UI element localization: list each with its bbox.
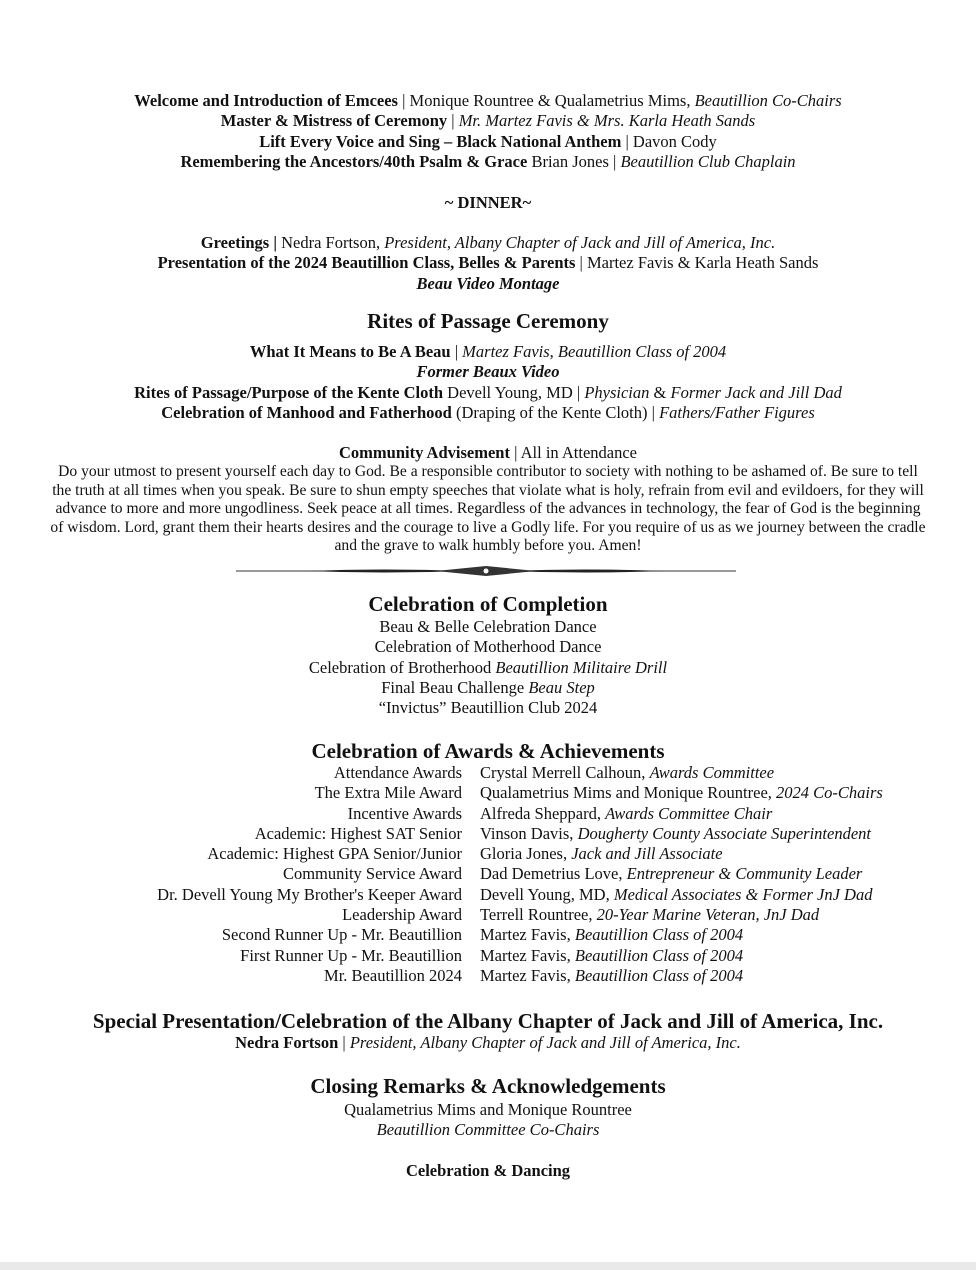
award-name: Second Runner Up - Mr. Beautillion (221, 925, 462, 945)
presentation-line: Presentation of the 2024 Beautillion Class, Belles & Parents | Martez Favis & Karla Heath Sands (157, 253, 819, 273)
award-presenter: Martez Favis, Beautillion Class of 2004 (480, 945, 744, 965)
award-presenter: Alfreda Sheppard, Awards Committee Chair (480, 803, 773, 823)
rites-line-former-video: Former Beaux Video (416, 362, 560, 382)
award-row (0, 864, 976, 884)
award-presenter: Vinson Davis, Dougherty County Associate Superintendent (480, 823, 872, 843)
award-row (0, 925, 976, 945)
closing-role: Beautillion Committee Co-Chairs (376, 1120, 600, 1140)
completion-item: “Invictus” Beautillion Club 2024 (378, 698, 598, 718)
award-name: Incentive Awards (347, 803, 462, 823)
program-item-anthem: Lift Every Voice and Sing – Black National Anthem | Davon Cody (259, 131, 717, 151)
award-row (0, 885, 976, 905)
award-name: Academic: Highest SAT Senior (254, 823, 462, 843)
award-row (0, 946, 976, 966)
completion-list (0, 617, 976, 718)
program-item-emcees: Master & Mistress of Ceremony | Mr. Martez Favis & Mrs. Karla Heath Sands (220, 111, 756, 131)
award-row (0, 844, 976, 864)
advisement-title-line: Community Advisement | All in Attendance (338, 443, 637, 462)
ornamental-divider (236, 565, 736, 577)
rites-line-kente: Rites of Passage/Purpose of the Kente Cloth Devell Young, MD | Physician & Former Jack and Jill Dad (134, 382, 842, 402)
special-heading: Special Presentation/Celebration of the Albany Chapter of Jack and Jill of America, Inc. (92, 1009, 884, 1033)
award-presenter: Crystal Merrell Calhoun, Awards Committee (480, 763, 775, 782)
greetings-line: Greetings | Nedra Fortson, President, Albany Chapter of Jack and Jill of America, Inc. (200, 233, 776, 252)
closing-names: Qualametrius Mims and Monique Rountree (344, 1100, 632, 1119)
rites-heading: Rites of Passage Ceremony (367, 309, 609, 333)
award-presenter: Devell Young, MD, Medical Associates & Former JnJ Dad (480, 884, 873, 904)
award-row (0, 804, 976, 824)
award-name: Community Service Award (282, 864, 462, 884)
award-row (0, 783, 976, 803)
award-name: First Runner Up - Mr. Beautillion (240, 945, 462, 965)
award-row (0, 966, 976, 986)
special-presenter-line: Nedra Fortson | President, Albany Chapter of Jack and Jill of America, Inc. (235, 1033, 741, 1052)
rites-line-manhood: Celebration of Manhood and Fatherhood (Draping of the Kente Cloth) | Fathers/Father Figures (161, 402, 815, 422)
closing-heading: Closing Remarks & Acknowledgements (310, 1074, 666, 1098)
awards-heading: Celebration of Awards & Achievements (311, 739, 665, 763)
award-presenter: Gloria Jones, Jack and Jill Associate (480, 844, 723, 864)
award-row (0, 763, 976, 783)
award-name: Mr. Beautillion 2024 (324, 965, 462, 985)
finale-line: Celebration & Dancing (405, 1161, 571, 1180)
opening-program (0, 91, 976, 172)
closing-section (0, 1100, 976, 1141)
greetings-section (0, 233, 976, 294)
page-bottom-edge (0, 1262, 976, 1270)
award-presenter: Martez Favis, Beautillion Class of 2004 (480, 965, 744, 985)
completion-item: Beau & Belle Celebration Dance (379, 617, 597, 636)
award-name: Attendance Awards (333, 763, 462, 782)
awards-table (0, 763, 976, 986)
rites-line-beau: What It Means to Be A Beau | Martez Favis, Beautillion Class of 2004 (249, 342, 727, 361)
beau-video-line: Beau Video Montage (416, 273, 560, 293)
award-presenter: Martez Favis, Beautillion Class of 2004 (480, 925, 744, 945)
program-item-welcome: Welcome and Introduction of Emcees | Monique Rountree & Qualametrius Mims, Beautillion Co-Chairs (134, 91, 842, 110)
program-item-ancestors: Remembering the Ancestors/40th Psalm & Grace Brian Jones | Beautillion Club Chaplain (180, 151, 796, 171)
award-name: Academic: Highest GPA Senior/Junior (207, 844, 462, 864)
rites-section (0, 342, 976, 423)
dinner-label: ~ DINNER~ (444, 193, 532, 212)
award-presenter: Terrell Rountree, 20-Year Marine Veteran, JnJ Dad (480, 905, 820, 925)
award-row (0, 905, 976, 925)
award-row (0, 824, 976, 844)
completion-heading: Celebration of Completion (368, 592, 608, 616)
award-name: Leadership Award (342, 905, 462, 925)
award-presenter: Qualametrius Mims and Monique Rountree, 2024 Co-Chairs (480, 783, 883, 803)
advisement-prayer-text: Do your utmost to present yourself each day to God. Be a responsible contributor to society with nothing to be ashamed of. Be sure to tell the truth at all times when you speak. Be sure to shun empty speeches that violate what is holy, refrain from evil and evildoers, for they will advance to more and more ungodliness. Seek peace at all times. Regardless of the advances in technology, the fear of God is the beginning of wisdom. Lord, grant them their hearts desires and the courage to live a Godly life. For you require of us as we journey between the cradle and the grave to walk humbly before you. Amen! (50, 463, 926, 555)
award-presenter: Dad Demetrius Love, Entrepreneur & Community Leader (480, 864, 863, 884)
award-name: The Extra Mile Award (314, 783, 462, 803)
completion-item: Celebration of Brotherhood Beautillion Militaire Drill (308, 657, 668, 677)
completion-item: Final Beau Challenge Beau Step (381, 677, 595, 697)
award-name: Dr. Devell Young My Brother's Keeper Award (157, 884, 462, 904)
completion-item: Celebration of Motherhood Dance (374, 637, 602, 657)
